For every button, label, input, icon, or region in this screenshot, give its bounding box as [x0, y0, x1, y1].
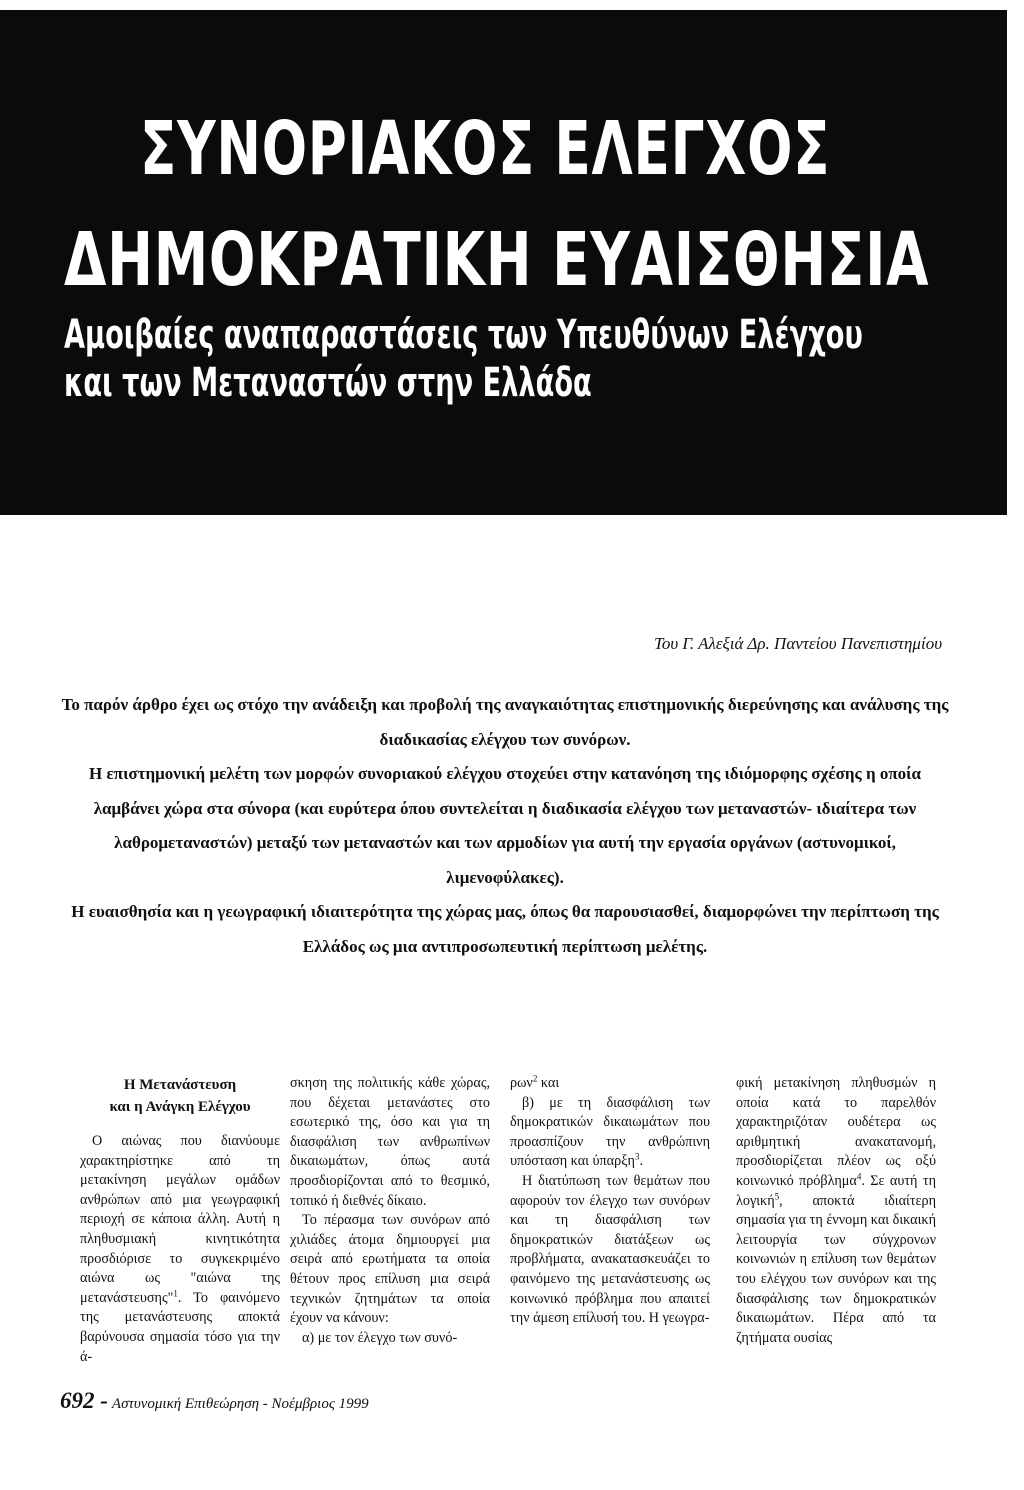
- column-3-paragraph-3: Η διατύπωση των θεμάτων που αφορούν τον έλεγχο των συνόρων και τη διασφάλιση των δημοκρατικών διατάξεων ως προβλήματα, ανακατασκευάζει το φαινόμενο της μετανάστευσης ως κοινωνικό πρόβλημα που απαιτεί την άμεση επίλυσή του. Η γεωγρα-: [510, 1172, 710, 1327]
- section-title: [80, 1074, 280, 1118]
- page-footer: [60, 1388, 369, 1414]
- publication-info: Αστυνομική Επιθεώρηση - Νοέμβριος 1999: [111, 1396, 369, 1412]
- column-3-text-1b: και: [537, 1075, 560, 1091]
- footnote-ref-5: 5: [774, 1190, 780, 1201]
- footnote-ref-1: 1: [173, 1288, 178, 1299]
- abstract-paragraph-3: Η ευαισθησία και η γεωγραφική ιδιαιτερότητα της χώρας μας, όπως θα παρουσιασθεί, διαμορφώνει την περίπτωση της Ελλάδος ως μια αντιπροσωπευτική περίπτωση μελέτης.: [71, 902, 939, 956]
- column-2-paragraph-2: Το πέρασμα των συνόρων από χιλιάδες άτομα δημιουργεί μια σειρά από ερωτήματα τα οποία θέτουν προς επίλυση μια σειρά τεχνικών ζητημάτων τα οποία έχουν να κάνουν:: [290, 1212, 490, 1327]
- column-4-paragraph: [736, 1074, 936, 1348]
- abstract-paragraph-1: Το παρόν άρθρο έχει ως στόχο την ανάδειξη και προβολή της αναγκαιότητας επιστημονικής διερεύνησης και ανάλυσης της διαδικασίας ελέγχου των συνόρων.: [61, 695, 949, 749]
- section-title-line2: και η Ανάγκη Ελέγχου: [109, 1099, 251, 1115]
- text-column-2: [290, 1074, 490, 1348]
- footnote-ref-4: 4: [856, 1171, 862, 1182]
- column-1-text-b: . Το φαινόμενο της μετανάστευσης αποκτά βαρύνουσα σημασία τόσο για την ά-: [80, 1289, 280, 1365]
- text-column-1: [80, 1074, 280, 1367]
- page-number: 692 -: [60, 1388, 108, 1413]
- column-4-text-a: φική μετακίνηση πληθυσμών η οποία κατά το παρελθόν χαρακτηριζόταν ουδέτερα ως αριθμητική ανακατανομή, προσδιορίζεται πλέον ως οξύ κοινωνικό πρόβλημα: [736, 1075, 936, 1189]
- column-3-paragraph-1: [510, 1074, 710, 1094]
- column-1-paragraph: [80, 1132, 280, 1367]
- column-2-paragraph-3: α) με τον έλεγχο των συνό-: [302, 1329, 458, 1346]
- section-title-line1: Η Μετανάστευση: [123, 1077, 237, 1093]
- banner-subtitle-line2: και των Μεταναστών στην Ελλάδα: [64, 360, 592, 406]
- banner-title-line2: ΔΗΜΟΚΡΑΤΙΚΗ ΕΥΑΙΣΘΗΣΙΑ: [64, 217, 930, 303]
- column-4-text-c: , αποκτά ιδιαίτερη σημασία για τη έννομη και δικαική λειτουργία των σύγχρονων κοινωνιών η επίλυση των θεμάτων του ελέγχου των συνόρων και της διασφάλισης των δημοκρατικών δικαιωμάτων. Πέρα από τα ζητήματα ουσίας: [736, 1192, 936, 1346]
- banner-title-line1: ΣΥΝΟΡΙΑΚΟΣ ΕΛΕΓΧΟΣ: [140, 106, 831, 192]
- author-byline: Του Γ. Αλεξιά Δρ. Παντείου Πανεπιστημίου: [653, 634, 942, 653]
- text-column-4: [736, 1074, 936, 1348]
- column-2-paragraph-1: σκηση της πολιτικής κάθε χώρας, που δέχεται μετανάστες στο εσωτερικό της, όσο και για τη διασφάλιση των ανθρωπίνων δικαιωμάτων, όπως αυτά προσδιορίζονται από το θεσμικό, τοπικό ή διεθνές δίκαιο.: [290, 1075, 490, 1209]
- abstract-paragraph-2: Η επιστημονική μελέτη των μορφών συνοριακού ελέγχου στοχεύει στην κατανόηση της ιδιόμορφης σχέσης η οποία λαμβάνει χώρα στα σύνορα (και ευρύτερα όπου συντελείται η διαδικασία ελέγχου των μεταναστών- ιδιαίτερα των λαθρομεταναστών) μεταξύ των μεταναστών και των αρμοδίων για αυτή την εργασία οργάνων (αστυνομικοί, λιμενοφύλακες).: [89, 764, 921, 887]
- title-banner: [0, 10, 1007, 515]
- column-1-text-a: Ο αιώνας που διανύουμε χαρακτηρίστηκε από τη μετακίνηση μεγάλων ομάδων ανθρώπων από μια γεωγραφική περιοχή σε κάποια άλλη. Αυτή η πληθυσμιακή κινητικότητα προσδιόρισε το συγκεκριμένο αιώνα ως "αιώνα της μετανάστευσης": [80, 1133, 280, 1306]
- banner-subtitle-line1: Αμοιβαίες αναπαραστάσεις των Υπευθύνων Ελέγχου: [64, 312, 863, 358]
- footnote-ref-3: 3: [634, 1151, 640, 1162]
- abstract: [60, 688, 950, 964]
- column-4-text-b: . Σε αυτή τη λογική: [736, 1172, 937, 1209]
- text-column-3: [510, 1074, 710, 1329]
- footnote-ref-2: 2: [532, 1073, 538, 1084]
- column-3-paragraph-2: [510, 1094, 710, 1172]
- column-3-text-2b: .: [639, 1153, 643, 1170]
- column-3-text-1a: ρων: [510, 1075, 533, 1091]
- column-3-text-2a: β) με τη διασφάλιση των δημοκρατικών δικαιωμάτων που προασπίζουν την ανθρώπινη υπόσταση και ύπαρξη: [510, 1094, 710, 1170]
